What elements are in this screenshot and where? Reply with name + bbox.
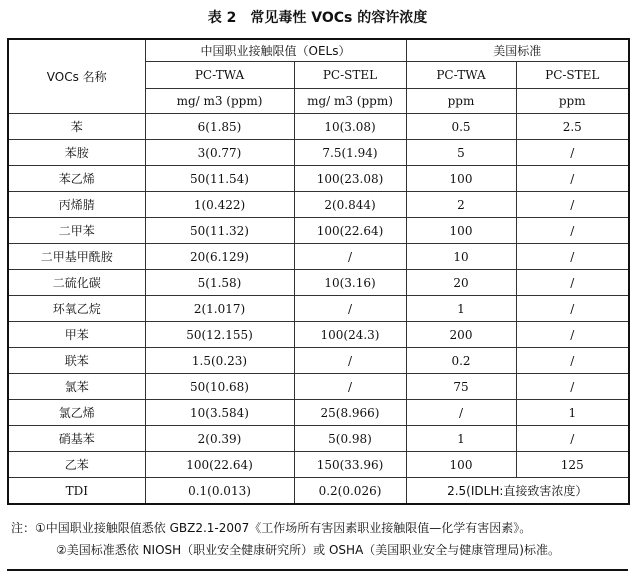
value-cell: 0.5 <box>406 114 516 140</box>
voc-name-cell: 甲苯 <box>8 322 145 348</box>
value-cell: / <box>516 270 629 296</box>
voc-name-cell: TDI <box>8 478 145 505</box>
voc-name-cell: 氯苯 <box>8 374 145 400</box>
value-cell: 0.2 <box>406 348 516 374</box>
note-2: ②美国标准悉依 NIOSH（职业安全健康研究所）或 OSHA（美国职业安全与健康管理局)标准。 <box>56 543 560 557</box>
table-row <box>8 244 629 270</box>
value-cell: / <box>294 296 406 322</box>
value-cell: 50(11.32) <box>145 218 294 244</box>
voc-limits-table <box>7 38 630 505</box>
value-cell: 1.5(0.23) <box>145 348 294 374</box>
value-cell: 100(23.08) <box>294 166 406 192</box>
value-cell: 50(12.155) <box>145 322 294 348</box>
table-row <box>8 348 629 374</box>
value-cell: 10(3.08) <box>294 114 406 140</box>
value-cell: 200 <box>406 322 516 348</box>
voc-name-cell: 硝基苯 <box>8 426 145 452</box>
value-cell: 125 <box>516 452 629 478</box>
voc-name-cell: 丙烯腈 <box>8 192 145 218</box>
value-cell: 7.5(1.94) <box>294 140 406 166</box>
table-notes <box>11 517 621 561</box>
table-title: 表 2 常见毒性 VOCs 的容许浓度 <box>207 10 428 26</box>
value-cell: 50(11.54) <box>145 166 294 192</box>
voc-name-cell: 乙苯 <box>8 452 145 478</box>
table-row <box>8 374 629 400</box>
header-unit: mg/ m3 (ppm) <box>145 89 294 114</box>
header-row-groups <box>8 39 629 62</box>
table-row <box>8 166 629 192</box>
value-cell: 100 <box>406 218 516 244</box>
value-cell: / <box>294 348 406 374</box>
value-cell: 10(3.584) <box>145 400 294 426</box>
value-cell: 10 <box>406 244 516 270</box>
value-cell: 0.2(0.026) <box>294 478 406 505</box>
table-row-tdi <box>8 478 629 505</box>
table-row <box>8 322 629 348</box>
header-voc-name: VOCs 名称 <box>8 39 145 114</box>
value-cell: / <box>294 374 406 400</box>
value-cell: 5(1.58) <box>145 270 294 296</box>
value-cell: / <box>516 140 629 166</box>
bottom-rule <box>7 569 628 571</box>
header-subcol: PC-STEL <box>516 62 629 89</box>
table-row <box>8 192 629 218</box>
value-cell: / <box>516 426 629 452</box>
voc-name-cell: 二甲苯 <box>8 218 145 244</box>
value-cell: / <box>516 296 629 322</box>
value-cell: 0.1(0.013) <box>145 478 294 505</box>
us-merged-cell: 2.5(IDLH:直接致害浓度） <box>406 478 629 505</box>
voc-name-cell: 苯胺 <box>8 140 145 166</box>
value-cell: 100 <box>406 166 516 192</box>
table-row <box>8 114 629 140</box>
value-cell: 1 <box>406 426 516 452</box>
header-unit: ppm <box>516 89 629 114</box>
table-row <box>8 296 629 322</box>
value-cell: 150(33.96) <box>294 452 406 478</box>
header-group-us: 美国标准 <box>406 39 629 62</box>
value-cell: 25(8.966) <box>294 400 406 426</box>
value-cell: 100(22.64) <box>145 452 294 478</box>
header-unit: ppm <box>406 89 516 114</box>
value-cell: 1 <box>516 400 629 426</box>
value-cell: / <box>516 192 629 218</box>
value-cell: 3(0.77) <box>145 140 294 166</box>
voc-name-cell: 苯 <box>8 114 145 140</box>
voc-name-cell: 环氧乙烷 <box>8 296 145 322</box>
value-cell: 100 <box>406 452 516 478</box>
value-cell: 5(0.98) <box>294 426 406 452</box>
header-subcol: PC-TWA <box>406 62 516 89</box>
value-cell: 50(10.68) <box>145 374 294 400</box>
value-cell: 75 <box>406 374 516 400</box>
voc-name-cell: 二硫化碳 <box>8 270 145 296</box>
header-unit: mg/ m3 (ppm) <box>294 89 406 114</box>
value-cell: 20 <box>406 270 516 296</box>
voc-name-cell: 苯乙烯 <box>8 166 145 192</box>
value-cell: / <box>516 166 629 192</box>
value-cell: / <box>516 348 629 374</box>
header-group-china: 中国职业接触限值（OELs） <box>145 39 406 62</box>
voc-name-cell: 氯乙烯 <box>8 400 145 426</box>
table-row <box>8 270 629 296</box>
voc-name-cell: 联苯 <box>8 348 145 374</box>
table-row <box>8 452 629 478</box>
table-row <box>8 218 629 244</box>
value-cell: / <box>406 400 516 426</box>
table-row <box>8 426 629 452</box>
value-cell: / <box>516 322 629 348</box>
value-cell: 2(0.39) <box>145 426 294 452</box>
value-cell: / <box>516 374 629 400</box>
header-subcol: PC-TWA <box>145 62 294 89</box>
value-cell: 20(6.129) <box>145 244 294 270</box>
value-cell: 100(24.3) <box>294 322 406 348</box>
value-cell: 5 <box>406 140 516 166</box>
value-cell: / <box>516 218 629 244</box>
value-cell: 2(0.844) <box>294 192 406 218</box>
value-cell: 2 <box>406 192 516 218</box>
value-cell: 6(1.85) <box>145 114 294 140</box>
value-cell: 1 <box>406 296 516 322</box>
voc-name-cell: 二甲基甲酰胺 <box>8 244 145 270</box>
table-row <box>8 140 629 166</box>
value-cell: 2(1.017) <box>145 296 294 322</box>
value-cell: 1(0.422) <box>145 192 294 218</box>
note-1: 注：①中国职业接触限值悉依 GBZ2.1-2007《工作场所有害因素职业接触限值—化学有害因素》。 <box>11 521 532 535</box>
table-row <box>8 400 629 426</box>
value-cell: 100(22.64) <box>294 218 406 244</box>
value-cell: / <box>294 244 406 270</box>
value-cell: 10(3.16) <box>294 270 406 296</box>
value-cell: / <box>516 244 629 270</box>
header-subcol: PC-STEL <box>294 62 406 89</box>
value-cell: 2.5 <box>516 114 629 140</box>
